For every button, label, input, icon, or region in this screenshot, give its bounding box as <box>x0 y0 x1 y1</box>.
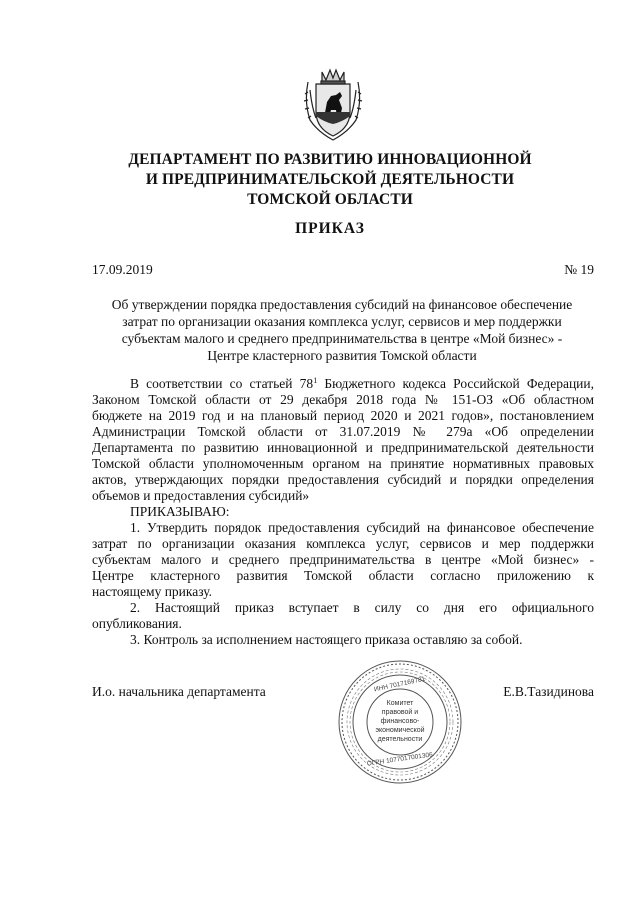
subject-line-2: затрат по организации оказания комплекса услуг, сервисов и мер поддержки <box>122 314 562 329</box>
coat-of-arms-emblem <box>302 62 364 142</box>
item-1-last-line: настоящему приказу. <box>92 584 213 599</box>
department-line-3: ТОМСКОЙ ОБЛАСТИ <box>247 191 413 208</box>
stamp-text-line: экономической <box>375 727 425 734</box>
preamble-line: Законом Томской области от 29 декабря 2018 года № 151-ОЗ «Об областном <box>92 392 594 407</box>
stamp-ogrn: ОГРН 1077017001306 <box>366 751 434 768</box>
item-1-line: затрат по организации оказания комплекса услуг, сервисов и мер поддержки <box>92 536 594 551</box>
document-type: ПРИКАЗ <box>295 220 365 237</box>
signatory-name: Е.В.Тазидинова <box>503 684 594 699</box>
order-subject <box>92 296 592 364</box>
subject-line-1: Об утверждении порядка предоставления субсидий на финансовое обеспечение <box>111 297 573 312</box>
preamble-line: Администрации Томской области от 31.07.2019 № 279а «Об определении <box>92 424 594 439</box>
order-number: № 19 <box>564 262 594 277</box>
stamp-text-line: правовой и <box>381 709 419 716</box>
preamble-line-1: В соответствии со статьей $78^1$ Бюджетного кодекса Российской Федерации, <box>130 376 594 391</box>
superscript: 1 <box>313 376 318 385</box>
stamp-text-line: деятельности <box>377 736 423 743</box>
subject-line-3: субъектам малого и среднего предпринимательства в центре «Мой бизнес» - <box>121 331 563 346</box>
order-body <box>92 376 594 648</box>
preamble-line: Департамента по развитию инновационной и предпринимательской деятельности <box>92 440 594 455</box>
order-word: ПРИКАЗЫВАЮ: <box>130 504 230 519</box>
item-1-line: субъектам малого и среднего предпринимательства в центре «Мой бизнес» - <box>92 552 594 567</box>
department-line-1: ДЕПАРТАМЕНТ ПО РАЗВИТИЮ ИННОВАЦИОННОЙ <box>128 151 532 168</box>
stamp-text-line: финансово- <box>380 718 420 725</box>
preamble-line: Томской области уполномоченным органом на принятие нормативных правовых <box>92 456 594 471</box>
item-2-line: 2. Настоящий приказ вступает в силу со дня его официального <box>130 600 594 615</box>
department-line-2: И ПРЕДПРИНИМАТЕЛЬСКОЙ ДЕЯТЕЛЬНОСТИ <box>145 171 515 188</box>
signatory-position: И.о. начальника департамента <box>92 684 266 699</box>
stamp-inn: ИНН 7017169781 <box>373 675 426 694</box>
preamble-line: актов, утверждающих порядки предоставления субсидий и порядки определения <box>92 472 594 487</box>
stamp-text-line: Комитет <box>386 700 414 707</box>
item-1-line: Центре кластерного развития Томской области согласно приложению к <box>92 568 594 583</box>
subject-line-4: Центре кластерного развития Томской области <box>207 348 477 363</box>
department-name <box>60 150 600 210</box>
preamble-line: бюджете на 2019 год и на плановый период 2020 и 2021 годов», постановлением <box>92 408 594 423</box>
item-1-line: 1. Утвердить порядок предоставления субсидий на финансовое обеспечение <box>130 520 594 535</box>
item-3-line: 3. Контроль за исполнением настоящего приказа оставляю за собой. <box>130 632 523 647</box>
item-2-last-line: опубликования. <box>92 616 182 631</box>
official-stamp <box>336 658 464 786</box>
preamble-last-line: объемов и предоставления субсидий» <box>92 488 310 503</box>
order-date: 17.09.2019 <box>92 262 153 277</box>
